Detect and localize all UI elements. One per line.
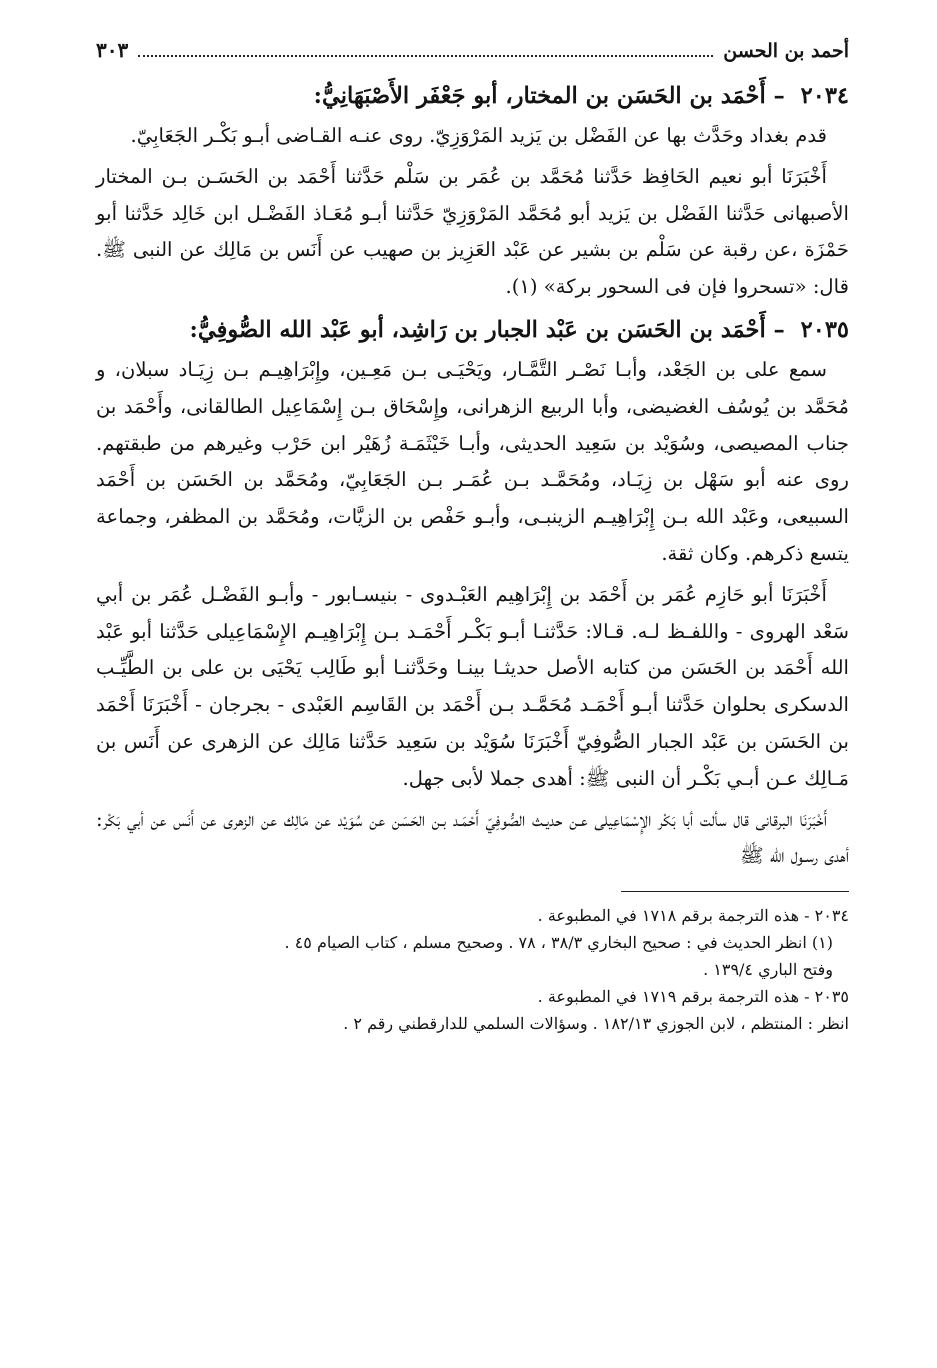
paragraph: أَخْبَرَنَا أبو نعيم الحَافِظ حَدَّثنا مُحَمَّد بن عُمَر بن سَلْم حَدَّثنا أَحْمَد بن الحَسَـن بـن المختار الأصبهانى حَدَّثنا الفَضْل بن يَزيد أبو مُحَمَّد المَرْوَزِيّ حَدَّثنا أبـو مُعَـاذ الفَضْـل ابن خَالِد حَدَّثنا أبو حَمْزَة ،عن رقبة عن سَلْم بن بشير عن عَبْد العَزِيز بن صهيب عن أَنَس بن مَالِك عن النبى ﷺ. قال: «تسحروا فإن فى السحور بركة» (١). — [96, 164, 849, 299]
entry-title: أَحْمَد بن الحَسَن بن عَبْد الجبار بن رَاشِد، أبو عَبْد الله الصُّوفِيُّ: — [189, 316, 766, 343]
entry-dash: – — [765, 316, 785, 343]
footnote: ٢٠٣٥ - هذه الترجمة برقم ١٧١٩ في المطبوعة . — [537, 987, 849, 1007]
paragraph: أَخْبَرَنَا البرقانى قال سألت أبا بَكْر الإِسْمَاعِيلى عـن حديـث الصُّوفِيّ أَحْمَـد بـن الحَسَن عن سُوَيْد عن مَالِك عن الزهرى عن أَنَس عن أبي بَكْر: أهدى رسـول الله ﷺ — [96, 807, 849, 868]
footnote: انظر : المنتظم ، لابن الجوزي ١٨٢/١٣ . وسؤالات السلمي للدارقطني رقم ٢ . — [343, 1014, 849, 1034]
entry-heading-2035 — [96, 310, 849, 350]
footnotes — [96, 902, 849, 1037]
running-header — [96, 38, 849, 72]
entry-heading-2034 — [96, 76, 849, 116]
paragraph: سمع على بن الجَعْد، وأبـا نَصْـر التَّمَّـار، ويَحْيَـى بـن مَعِـين، وإِبْرَاهِيـم بـن زِيَـاد سبلان، و مُحَمَّد بن يُوسُف الغضيضى، وأبا الربيع الزهرانى، وإِسْحَاق بـن إِسْمَاعِيل الطالقانى، وأَحْمَد بن جناب المصيصى، وسُوَيْد بن سَعِيد الحديثى، وأبـا خَيْثَمَـة زُهَيْر ابن حَرْب وغيرهم من طبقتهم. روى عنه أبو سَهْل بن زِيَـاد، ومُحَمَّـد بـن عُمَـر بـن الجَعَابِيّ، ومُحَمَّد بن الحَسَن بن أَحْمَد السبيعى، وعَبْد الله بـن إِبْرَاهِيـم الزينبـى، وأبـو حَفْص بن الزيَّات، ومُحَمَّد بن المظفر، وجماعة يتسع ذكرهم. وكان ثقة. — [96, 357, 849, 565]
entry-title: أَحْمَد بن الحَسَن بن المختار، أبو جَعْفَر الأَصْبَهَانِيُّ: — [313, 83, 766, 109]
header-dot-leader — [138, 55, 713, 57]
page-number: ٣٠٣ — [96, 38, 129, 62]
footnote: (١) انظر الحديث في : صحيح البخاري ٣٨/٣ ، ٧٨ . وصحيح مسلم ، كتاب الصيام ٤٥ . — [284, 933, 833, 953]
paragraph: أَخْبَرَنَا أبو حَازِم عُمَر بن أَحْمَد بن إِبْرَاهِيم العَبْـدوى - بنيسـابور - وأبـو الفَضْـل عُمَر بن أبي سَعْد الهروى - واللفـظ لـه. قـالا: حَدَّثنـا أبـو بَكْـر أَحْمَـد بـن إِبْرَاهِيـم الإِسْمَاعِيلى حَدَّثنا أبو عَبْد الله أَحْمَد بن الحَسَن من كتابه الأصل حديثـا بينـا وحَدَّثنـا أبو طَالِب يَحْيَى بن على بن الطَّيِّـب الدسكرى بحلوان حَدَّثنا أبـو أَحْمَـد مُحَمَّـد بـن أَحْمَد بن القَاسِم العَبْدى - بجرجان - أَخْبَرَنَا أَحْمَد بن الحَسَن بن عَبْد الجبار الصُّوفِيّ أَخْبَرَنَا سُوَيْد بن سَعِيد حَدَّثنا مَالِك عن الزهرى عن أَنَس بن مَـالِك عـن أبـي بَكْـر أن النبى ﷺ: أهدى جملا لأبى جهل. — [96, 582, 849, 790]
running-title: أحمد بن الحسن — [723, 40, 849, 62]
entry-number: ٢٠٣٥ — [800, 316, 849, 343]
footnote: ٢٠٣٤ - هذه الترجمة برقم ١٧١٨ في المطبوعة . — [537, 906, 849, 926]
paragraph: قدم بغداد وحَدَّث بها عن الفَضْل بن يَزيد المَرْوَزِيّ. روى عنـه القـاضى أبـو بَكْـر الجَعَابِيّ. — [130, 124, 827, 147]
entry-dash: – — [765, 83, 785, 109]
footnote: وفتح الباري ١٣٩/٤ . — [703, 960, 833, 980]
footnote-separator — [621, 891, 849, 892]
entry-number: ٢٠٣٤ — [800, 83, 849, 109]
